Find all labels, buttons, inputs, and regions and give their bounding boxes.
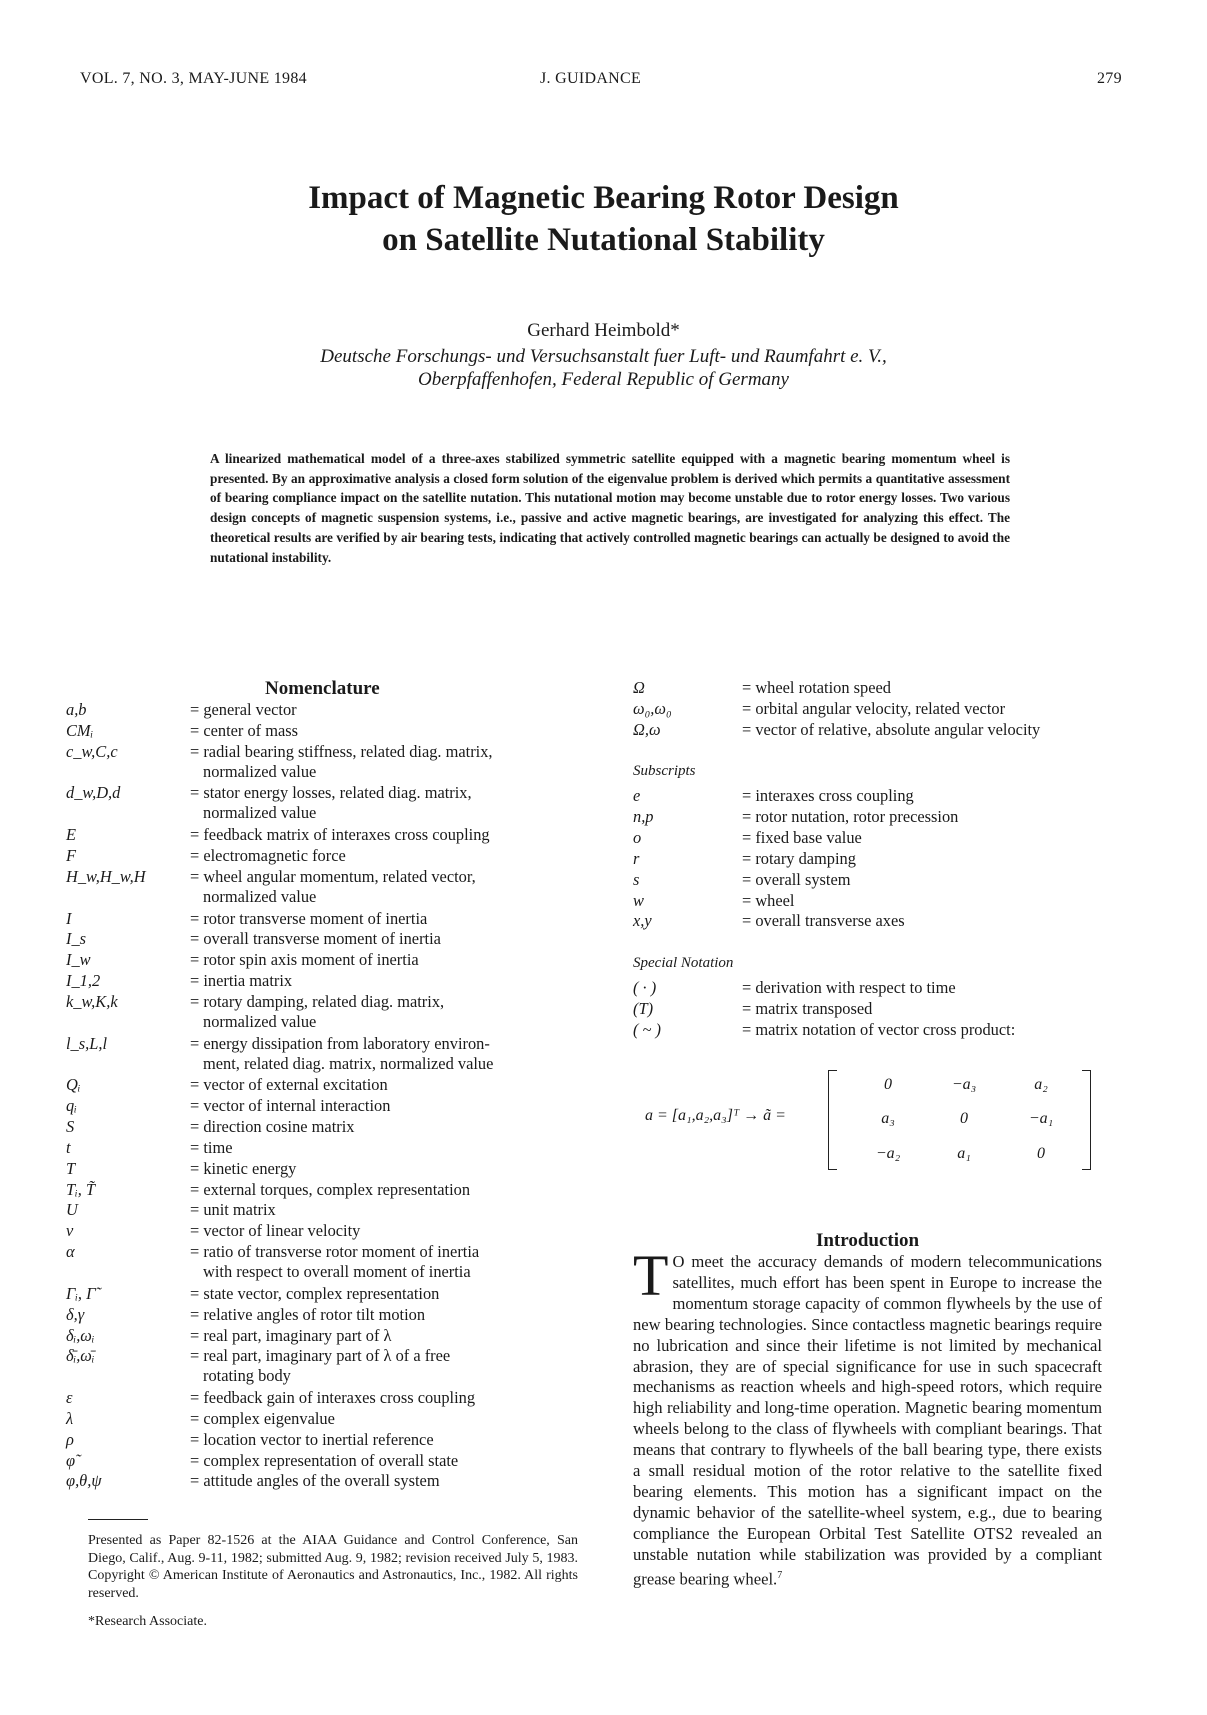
nomenclature-entry-symbol: ρ — [66, 1429, 74, 1449]
footnote-text: Presented as Paper 82-1526 at the AIAA Guidance and Control Conference, San Diego, Calif., Aug. 9-11, 1982; submitted Aug. 9, 1982; revision received July 5, 1983. Copyright © American Institute of Aeronautics and Astronautics, Inc., 1982. All rights reserved. — [88, 1533, 578, 1601]
matrix-cell: a₃ — [881, 1110, 895, 1127]
nomenclature-entry-definition — [190, 1096, 590, 1116]
nomenclature-right-entry-symbol: ω₀,ω₀ — [633, 698, 672, 718]
nomenclature-entry-symbol: φ,θ,ψ — [66, 1471, 102, 1491]
nomenclature-entry-definition-text: = energy dissipation from laboratory environ- — [190, 1033, 490, 1053]
nomenclature-entry-definition — [190, 1180, 590, 1200]
nomenclature-entry-definition-text: = overall transverse moment of inertia — [190, 929, 441, 949]
nomenclature-entry-symbol: d_w,D,d — [66, 783, 121, 803]
nomenclature-entry-definition-continuation: ment, related diag. matrix, normalized value — [203, 1053, 494, 1073]
nomenclature-entry-symbol: Tᵢ, T̃ — [66, 1179, 96, 1199]
special-notation-entry-definition-text: = matrix transposed — [742, 998, 873, 1018]
footnote-research-associate: *Research Associate. — [88, 1614, 207, 1629]
subscript-entry-symbol: n,p — [633, 806, 654, 826]
nomenclature-entry-symbol: I_w — [66, 950, 91, 970]
nomenclature-entry-definition-text: = rotor spin axis moment of inertia — [190, 950, 419, 970]
nomenclature-entry-symbol: I — [66, 908, 72, 928]
nomenclature-entry-definition-continuation: with respect to overall moment of inertia — [203, 1262, 471, 1282]
nomenclature-entry-symbol: Qᵢ — [66, 1075, 81, 1095]
nomenclature-entry-definition-continuation: rotating body — [203, 1366, 291, 1386]
nomenclature-entry-definition-continuation: normalized value — [203, 803, 317, 823]
nomenclature-entry-symbol: δᵢ,ωᵢ — [66, 1325, 95, 1345]
nomenclature-entry-definition-text: = feedback gain of interaxes cross coupling — [190, 1388, 476, 1408]
nomenclature-entry-symbol: k_w,K,k — [66, 991, 118, 1011]
nomenclature-entry-definition — [190, 742, 590, 782]
nomenclature-entry-symbol: S — [66, 1117, 75, 1136]
author-name: Gerhard Heimbold* — [527, 320, 680, 341]
subscript-entry-definition — [742, 786, 1112, 806]
header-page-number: 279 — [1097, 70, 1122, 87]
nomenclature-entry-definition-text: = rotor transverse moment of inertia — [190, 908, 428, 928]
nomenclature-entry-definition — [190, 825, 590, 845]
nomenclature-entry-definition-text: = complex representation of overall state — [190, 1450, 459, 1470]
nomenclature-entry-definition — [190, 783, 590, 823]
nomenclature-entry-definition-continuation: normalized value — [203, 761, 317, 781]
nomenclature-entry-definition — [190, 1284, 590, 1304]
nomenclature-entry-definition-continuation: normalized value — [203, 1011, 317, 1031]
nomenclature-entry-definition — [190, 1430, 590, 1450]
nomenclature-entry-symbol: T — [66, 1158, 76, 1178]
nomenclature-entry-definition — [190, 929, 590, 949]
subscript-entry-symbol: w — [633, 890, 644, 910]
nomenclature-right-entry-definition-text: = wheel rotation speed — [742, 678, 891, 697]
nomenclature-entry-definition-text: = location vector to inertial reference — [190, 1429, 434, 1449]
introduction-text — [633, 1243, 1102, 1590]
nomenclature-right-entry-definition-text: = vector of relative, absolute angular velocity — [742, 719, 1041, 739]
nomenclature-entry-definition-text: = rotary damping, related diag. matrix, — [190, 991, 445, 1011]
nomenclature-entry-definition — [190, 1346, 590, 1386]
matrix-cell: −a₁ — [1028, 1110, 1054, 1127]
nomenclature-entry-definition-text: = direction cosine matrix — [190, 1117, 355, 1136]
nomenclature-entry-definition — [190, 1388, 590, 1408]
subscript-entry-symbol: s — [633, 869, 640, 889]
cross-product-matrix — [645, 1070, 1105, 1170]
nomenclature-entry-definition-text: = vector of external excitation — [190, 1075, 388, 1095]
subscript-entry-definition-text: = overall system — [742, 869, 851, 889]
special-notation-entry-definition — [742, 978, 1112, 998]
nomenclature-entry-symbol: E — [66, 825, 77, 845]
nomenclature-entry-definition — [190, 950, 590, 970]
nomenclature-entry-definition — [190, 846, 590, 866]
subscript-entry-definition-text: = fixed base value — [742, 827, 862, 847]
subscript-entry-definition-text: = wheel — [742, 890, 795, 910]
footnote-rule — [88, 1519, 148, 1520]
nomenclature-entry-symbol: δ,γ — [66, 1304, 85, 1324]
matrix-cell: −a₃ — [951, 1076, 977, 1093]
subscript-entry-symbol: o — [633, 827, 642, 847]
subscript-entry-definition-text: = rotor nutation, rotor precession — [742, 806, 959, 826]
subscript-entry-definition — [742, 870, 1112, 890]
nomenclature-entry-definition — [190, 1200, 590, 1220]
nomenclature-entry-symbol: U — [66, 1200, 78, 1220]
header-volume: VOL. 7, NO. 3, MAY-JUNE 1984 — [80, 70, 307, 87]
nomenclature-entry-definition-text: = center of mass — [190, 720, 299, 740]
nomenclature-entry-definition — [190, 992, 590, 1032]
paper-title-line-1: Impact of Magnetic Bearing Rotor Design — [308, 180, 899, 216]
nomenclature-entry-symbol: Γᵢ, Γ̃ — [66, 1283, 96, 1303]
nomenclature-entry-symbol: v — [66, 1221, 74, 1241]
introduction-heading: Introduction — [815, 1230, 920, 1251]
paper-title-line-2: on Satellite Nutational Stability — [382, 222, 825, 258]
nomenclature-entry-definition-text: = vector of internal interaction — [190, 1096, 391, 1116]
nomenclature-right-entry-definition — [742, 720, 1112, 740]
nomenclature-entry-definition-text: = inertia matrix — [190, 971, 293, 991]
special-notation-heading: Special Notation — [633, 955, 734, 971]
subscripts-heading: Subscripts — [633, 763, 696, 779]
nomenclature-entry-symbol: CMᵢ — [66, 720, 94, 740]
nomenclature-entry-definition — [190, 1326, 590, 1346]
subscript-entry-definition — [742, 807, 1112, 827]
nomenclature-entry-symbol: α — [66, 1242, 75, 1262]
nomenclature-entry-definition-text: = radial bearing stiffness, related diag. matrix, — [190, 741, 493, 761]
nomenclature-entry-definition-text: = external torques, complex representation — [190, 1179, 471, 1199]
nomenclature-entry-symbol: H_w,H_w,H — [66, 866, 146, 886]
nomenclature-entry-symbol: φ̃ — [66, 1450, 76, 1470]
nomenclature-heading: Nomenclature — [265, 678, 380, 699]
nomenclature-entry-definition-text: = attitude angles of the overall system — [190, 1471, 440, 1491]
nomenclature-entry-definition-text: = kinetic energy — [190, 1158, 297, 1178]
nomenclature-entry-definition — [190, 1034, 590, 1074]
matrix-cell: a₁ — [957, 1145, 971, 1162]
nomenclature-entry-symbol: qᵢ — [66, 1096, 77, 1116]
special-notation-entry-definition-text: = derivation with respect to time — [742, 978, 956, 997]
subscript-entry-symbol: r — [633, 848, 640, 868]
nomenclature-entry-definition-text: = stator energy losses, related diag. matrix, — [190, 783, 472, 803]
matrix-cell: 0 — [960, 1110, 968, 1127]
nomenclature-entry-symbol: l_s,L,l — [66, 1033, 107, 1053]
nomenclature-right-entry-definition — [742, 678, 1112, 698]
nomenclature-entry-symbol: F — [66, 845, 77, 865]
nomenclature-entry-definition — [190, 1471, 590, 1491]
author-affiliation-2: Oberpfaffenhofen, Federal Republic of Germany — [418, 369, 789, 390]
author-affiliation-1: Deutsche Forschungs- und Versuchsanstalt fuer Luft- und Raumfahrt e. V., — [320, 346, 887, 367]
nomenclature-entry-definition — [190, 1159, 590, 1179]
header-journal: J. GUIDANCE — [540, 70, 642, 87]
nomenclature-entry-definition — [190, 971, 590, 991]
nomenclature-entry-definition — [190, 1221, 590, 1241]
nomenclature-entry-definition-text: = unit matrix — [190, 1200, 276, 1220]
nomenclature-entry-symbol: δ̄ᵢ,ω̄ᵢ — [66, 1346, 95, 1366]
nomenclature-entry-definition-text: = general vector — [190, 700, 297, 719]
nomenclature-right-entry-symbol: Ω — [633, 678, 645, 697]
reference-marker: 7 — [777, 1569, 783, 1581]
subscript-entry-definition-text: = interaxes cross coupling — [742, 786, 914, 805]
nomenclature-entry-definition-text: = relative angles of rotor tilt motion — [190, 1304, 426, 1324]
matrix-left-bracket — [828, 1070, 837, 1170]
nomenclature-entry-definition-text: = electromagnetic force — [190, 845, 346, 865]
abstract: A linearized mathematical model of a three-axes stabilized symmetric satellite equipped with a magnetic bearing momentum wheel is presented. By an approximative analysis a closed form solution of the eigenvalue problem is derived which permits a quantitative assessment of bearing compliance impact on the satellite nutation. This nutational motion may become unstable due to rotor energy losses. Two various design concepts of magnetic suspension systems, i.e., passive and active magnetic bearings, are investigated for analyzing this effect. The theoretical results are verified by air bearing tests, indicating that actively controlled magnetic bearings can actually be designed to avoid the nutational instability. — [210, 451, 1010, 565]
nomenclature-entry-definition — [190, 700, 590, 720]
nomenclature-entry-definition-text: = real part, imaginary part of λ — [190, 1325, 392, 1345]
nomenclature-entry-definition — [190, 867, 590, 907]
subscript-entry-symbol: e — [633, 786, 641, 805]
subscript-entry-definition — [742, 911, 1112, 931]
special-notation-entry-definition-text: = matrix notation of vector cross product: — [742, 1019, 1016, 1039]
nomenclature-entry-definition-text: = real part, imaginary part of λ of a free — [190, 1346, 451, 1366]
nomenclature-entry-symbol: ε — [66, 1388, 73, 1408]
nomenclature-entry-symbol: t — [66, 1137, 71, 1157]
nomenclature-entry-definition — [190, 1117, 590, 1137]
nomenclature-entry-definition — [190, 721, 590, 741]
nomenclature-entry-definition-text: = complex eigenvalue — [190, 1408, 335, 1428]
nomenclature-right-entry-definition-text: = orbital angular velocity, related vector — [742, 698, 1006, 718]
nomenclature-entry-definition — [190, 909, 590, 929]
nomenclature-entry-definition-text: = feedback matrix of interaxes cross coupling — [190, 825, 490, 845]
subscript-entry-definition — [742, 828, 1112, 848]
special-notation-entry-definition — [742, 1020, 1112, 1040]
nomenclature-entry-definition-text: = vector of linear velocity — [190, 1221, 361, 1241]
nomenclature-right-entry-definition — [742, 699, 1112, 719]
subscript-entry-definition — [742, 891, 1112, 911]
nomenclature-entry-definition — [190, 1138, 590, 1158]
introduction-body: O meet the accuracy demands of modern telecommunications satellites, much effort has been spent in Europe to increase the momentum storage capacity of common flywheels by the use of new bearing technologies. Since contactless magnetic bearings require no lubrication and since their lifetime is not limited by mechanical abrasion, they are of special significance for use in such spacecraft mechanisms as reaction wheels and high-speed rotors, which require high reliability and long-time operation. Magnetic bearing momentum wheels belong to the class of flywheels with compliant bearings. That means that contrary to flywheels of the ball bearing type, there exists a small residual motion of the rotor relative to the satellite fixed bearing elements. This motion has a significant impact on the dynamic behavior of the satellite-wheel system, e.g., due to bearing compliance the European Orbital Test Satellite OTS2 revealed an unstable nutation while stabilization was provided by a compliant grease bearing wheel. — [633, 1252, 1102, 1589]
nomenclature-entry-symbol: c_w,C,c — [66, 741, 118, 761]
nomenclature-entry-definition — [190, 1075, 590, 1095]
special-notation-entry-symbol: ( · ) — [633, 978, 657, 997]
special-notation-entry-symbol: (T) — [633, 998, 654, 1018]
nomenclature-entry-definition — [190, 1451, 590, 1471]
nomenclature-entry-definition — [190, 1305, 590, 1325]
matrix-cell: −a₂ — [875, 1145, 901, 1162]
matrix-cell: 0 — [1037, 1145, 1045, 1162]
subscript-entry-definition-text: = rotary damping — [742, 848, 856, 868]
nomenclature-entry-definition-text: = time — [190, 1137, 233, 1157]
nomenclature-entry-definition — [190, 1242, 590, 1282]
nomenclature-entry-definition-text: = wheel angular momentum, related vector, — [190, 866, 476, 886]
subscript-entry-definition-text: = overall transverse axes — [742, 911, 905, 931]
special-notation-entry-definition — [742, 999, 1112, 1019]
matrix-cell: 0 — [884, 1076, 892, 1093]
special-notation-entry-symbol: ( ~ ) — [633, 1019, 661, 1039]
subscript-entry-definition — [742, 849, 1112, 869]
nomenclature-entry-symbol: I_s — [66, 929, 87, 949]
introduction-dropcap: T — [633, 1243, 669, 1308]
nomenclature-right-entry-symbol: Ω,ω — [633, 719, 661, 739]
nomenclature-entry-symbol: I_1,2 — [66, 971, 101, 991]
nomenclature-entry-definition-text: = state vector, complex representation — [190, 1283, 440, 1303]
matrix-cell: a₂ — [1034, 1076, 1048, 1093]
matrix-lhs: a = [a₁,a₂,a₃]ᵀ → ã = — [645, 1107, 786, 1124]
subscript-entry-symbol: x,y — [633, 911, 652, 931]
nomenclature-entry-definition-text: = ratio of transverse rotor moment of inertia — [190, 1242, 480, 1262]
nomenclature-entry-definition-continuation: normalized value — [203, 886, 317, 906]
nomenclature-entry-symbol: a,b — [66, 700, 87, 719]
nomenclature-entry-symbol: λ — [66, 1408, 74, 1428]
matrix-right-bracket — [1082, 1070, 1091, 1170]
nomenclature-entry-definition — [190, 1409, 590, 1429]
